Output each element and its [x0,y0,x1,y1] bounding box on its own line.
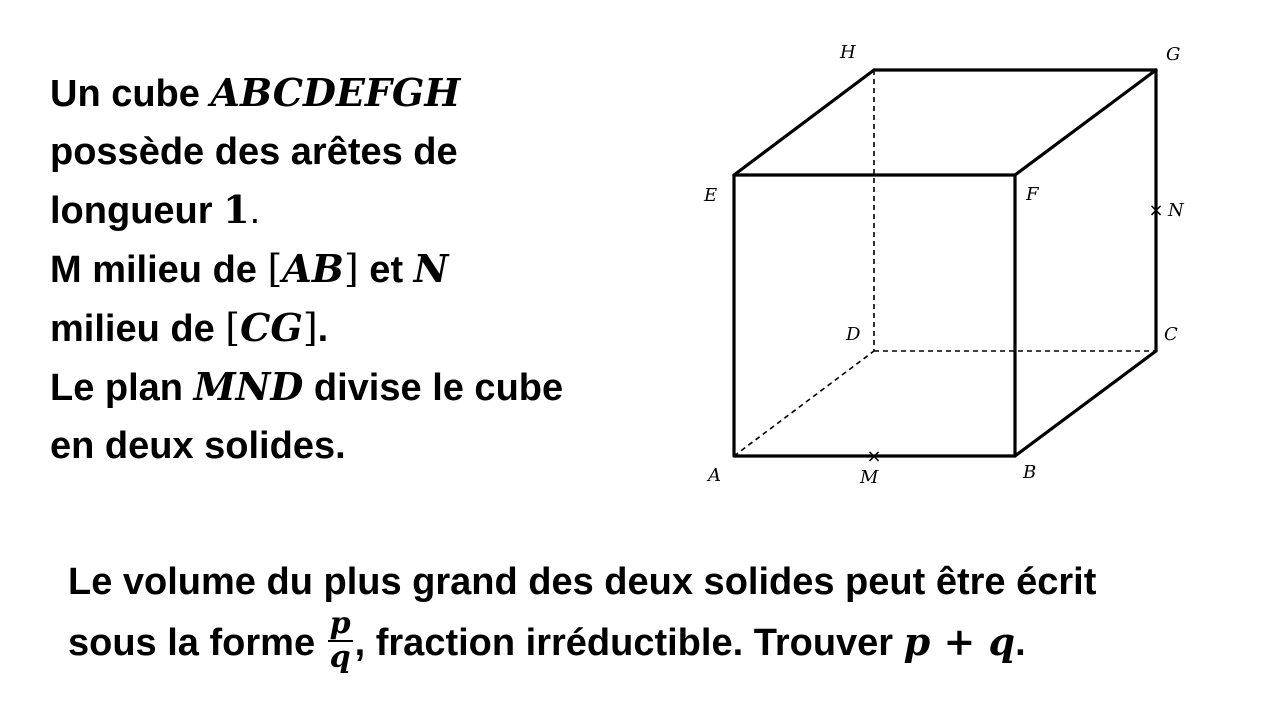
vertex-label-e: E [704,185,718,206]
problem-text: Un cube [50,73,211,115]
problem-text: en deux solides. [50,425,346,467]
vertex-label-h: H [840,42,856,63]
vertex-label-f: F [1026,184,1039,205]
question-line-2 [68,606,1258,678]
vertex-label-d: D [846,324,861,345]
edge-fg [1015,70,1156,175]
punctuation: . [317,308,329,350]
bracket-close: ] [343,247,359,291]
edge-ad-hidden [734,351,874,456]
punctuation: . [1015,622,1026,665]
marker-m: × [866,446,882,467]
question-text: , fraction irréductible. Trouver [354,622,904,665]
cube-name: ABCDEFGH [210,70,461,115]
edge-length: 1 [223,187,250,232]
punctuation: . [249,190,261,232]
problem-text: milieu de [50,308,226,350]
point-n: N [413,246,449,291]
plane-name: MND [193,364,304,409]
fraction-numerator: p [329,606,351,641]
problem-statement [50,64,630,475]
point-label-n: N [1168,200,1184,221]
question-line-1 [68,552,1258,612]
vertex-label-b: B [1023,462,1037,483]
problem-line-5 [50,299,630,358]
problem-line-7 [50,417,630,475]
problem-text: et [358,249,414,291]
segment-cg: CG [240,305,303,350]
cube-diagram [690,30,1210,500]
expression-p-plus-q: p + q [903,619,1016,665]
problem-line-4 [50,240,630,299]
vertex-label-a: A [708,465,721,486]
bracket-open: [ [267,247,283,291]
question-text: sous la forme [68,622,326,665]
vertex-label-c: C [1164,324,1178,345]
problem-line-2 [50,123,630,181]
question-text: Le volume du plus grand des deux solides peut être écrit [68,561,1097,603]
problem-line-3 [50,181,630,240]
bracket-close: ] [302,306,318,350]
point-label-m: M [860,467,879,488]
question [68,552,1258,678]
problem-text: longueur [50,190,224,232]
problem-line-6 [50,358,630,417]
problem-line-1 [50,64,630,123]
problem-text: Le plan [50,367,194,409]
edge-eh [734,70,874,175]
problem-text: possède des arêtes de [50,131,458,173]
edge-bc [1015,351,1156,456]
marker-n: × [1148,200,1164,221]
fraction-denominator: q [329,640,351,675]
vertex-label-g: G [1166,44,1181,65]
problem-text: divise le cube [303,367,564,409]
bracket-open: [ [225,306,241,350]
fraction [328,608,353,674]
segment-ab: AB [282,246,344,291]
problem-text: M milieu de [50,249,268,291]
